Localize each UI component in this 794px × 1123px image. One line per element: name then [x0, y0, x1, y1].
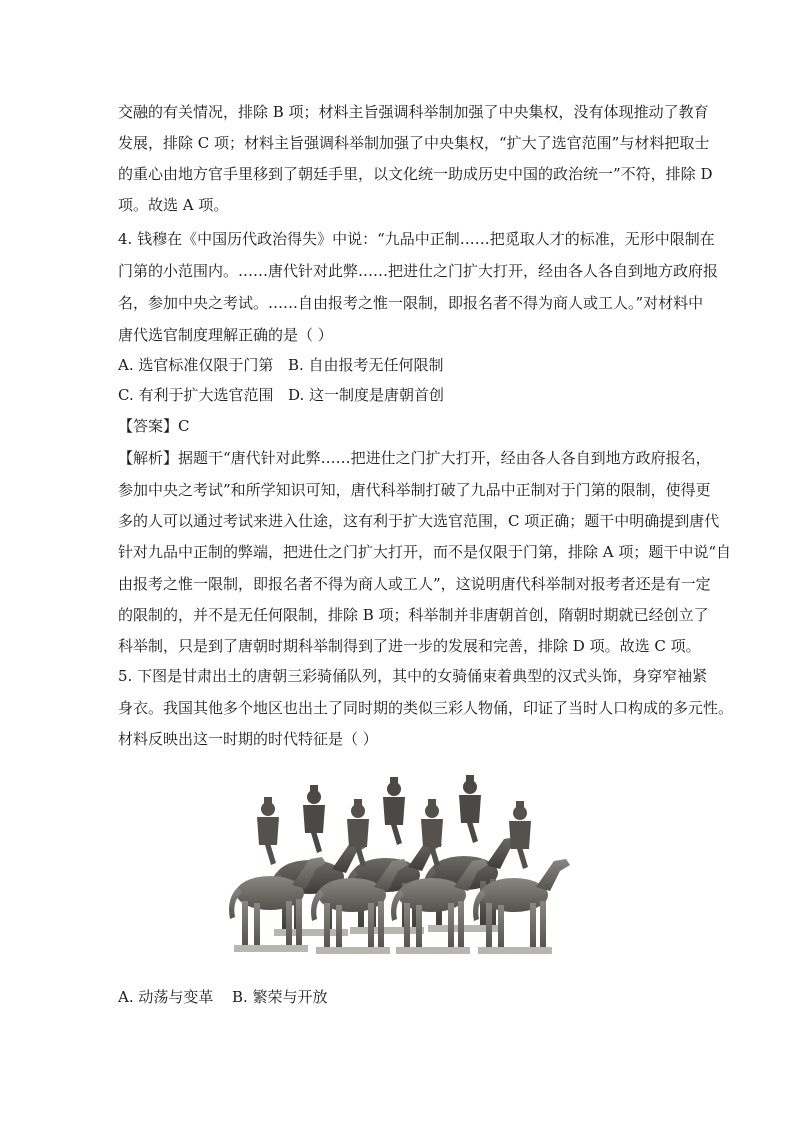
question-5-stem: 材料反映出这一时期的时代特征是（ ） [118, 730, 378, 748]
question-4-explanation: 针对九品中正制的弊端，把进仕之门扩大打开，而不是仅限于门第，排除 A 项；题干中说“自 [118, 543, 732, 561]
explanation-continuation-line: 交融的有关情况，排除 B 项；材料主旨强调科举制加强了中央集权，没有体现推动了教育 [118, 103, 709, 121]
question-4-explanation: 科举制，只是到了唐朝时期科举制得到了进一步的发展和完善，排除 D 项。故选 C 项。 [118, 637, 701, 655]
question-4-option-c: C. 有利于扩大选官范围 [118, 386, 274, 404]
question-4-explanation: 参加中央之考试”和所学知识可知，唐代科举制打破了九品中正制对于门第的限制，使得更 [118, 481, 711, 499]
question-4-option-d: D. 这一制度是唐朝首创 [288, 386, 445, 404]
question-4-stem: 名，参加中央之考试。……自由报考之惟一限制，即报名者不得为商人或工人。”对材料中 [118, 294, 704, 312]
question-4-answer: 【答案】C [118, 417, 190, 435]
question-5-stem: 身衣。我国其他多个地区也出土了同时期的类似三彩人物俑，印证了当时人口构成的多元性。 [118, 699, 734, 717]
question-5-option-a: A. 动荡与变革 [118, 988, 214, 1006]
question-4-explanation: 多的人可以通过考试来进入仕途，这有利于扩大选官范围，C 项正确；题干中明确提到唐代 [118, 512, 720, 530]
question-4-explanation: 的限制的，并不是无任何限制，排除 B 项；科举制并非唐朝首创，隋朝时期就已经创立了 [118, 606, 709, 624]
question-4-explanation: 由报考之惟一限制，即报名者不得为商人或工人”，这说明唐代科举制对报考者还是有一定 [118, 575, 711, 593]
question-4-stem: 门第的小范围内。……唐代针对此弊……把进仕之门扩大打开，经由各人各自到地方政府报 [118, 262, 719, 280]
question-5-stem: 5. 下图是甘肃出土的唐朝三彩骑俑队列，其中的女骑俑束着典型的汉式头饰，身穿窄袖紧 [118, 667, 708, 685]
question-4-stem: 4. 钱穆在《中国历代政治得失》中说：“九品中正制……把觅取人才的标准，无形中限制在 [118, 230, 715, 248]
question-4-explanation: 【解析】据题干“唐代针对此弊……把进仕之门扩大打开，经由各人各自到地方政府报名， [118, 449, 711, 467]
question-4-option-b: B. 自由报考无任何限制 [288, 356, 444, 374]
question-5-option-b: B. 繁荣与开放 [232, 988, 328, 1006]
tang-sancai-equestrian-figures-image [218, 765, 584, 970]
explanation-continuation-line: 项。故选 A 项。 [118, 196, 229, 214]
question-4-stem: 唐代选官制度理解正确的是（ ） [118, 326, 333, 344]
question-4-option-a: A. 选官标准仅限于门第 [118, 356, 274, 374]
explanation-continuation-line: 的重心由地方官手里移到了朝廷手里，以文化统一助成历史中国的政治统一”不符，排除 D [118, 165, 713, 183]
explanation-continuation-line: 发展，排除 C 项；材料主旨强调科举制加强了中央集权，“扩大了选官范围”与材料把取士 [118, 134, 710, 152]
